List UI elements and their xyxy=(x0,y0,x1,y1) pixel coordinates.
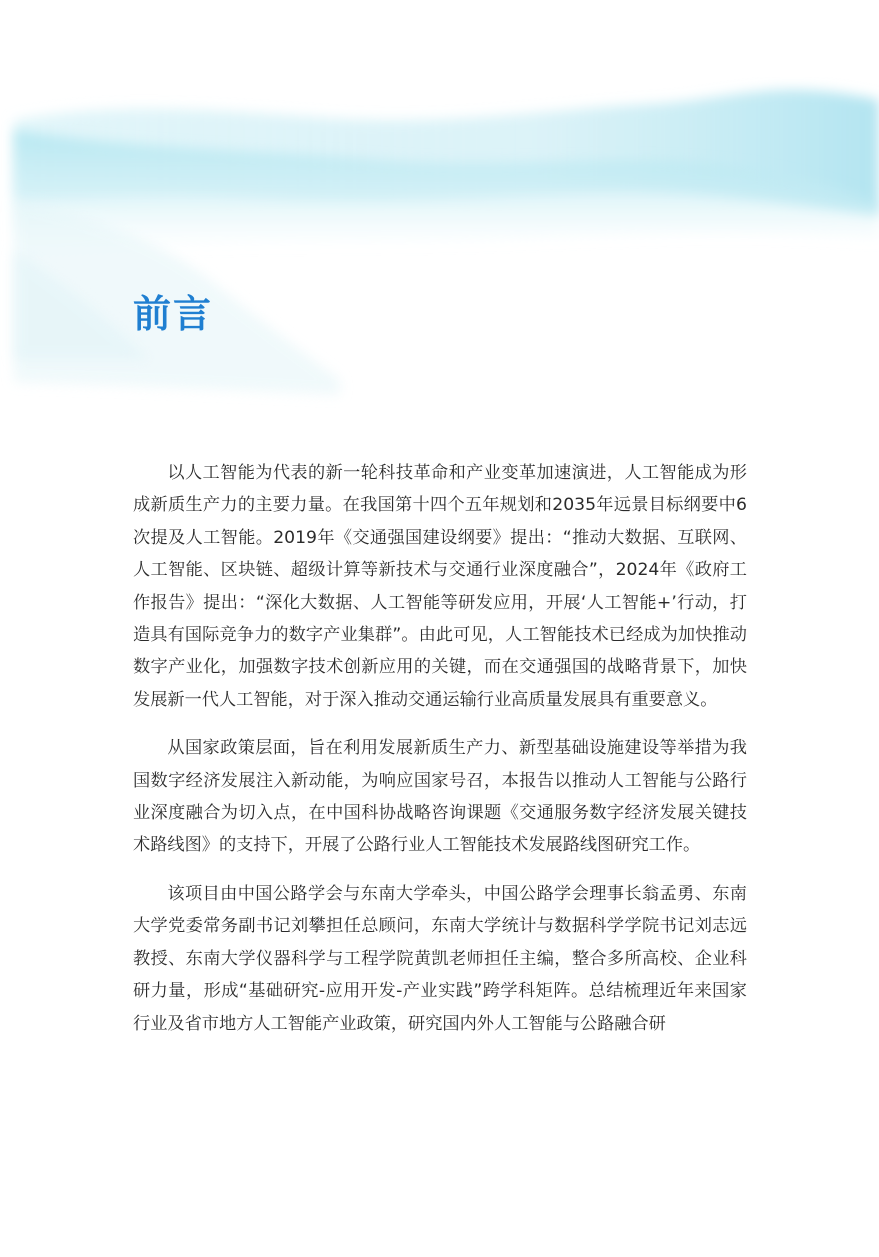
watercolor-header-background xyxy=(0,0,879,420)
body-text xyxy=(133,457,747,1056)
page-title: 前言 xyxy=(133,292,214,336)
paragraph-1: 以人工智能为代表的新一轮科技革命和产业变革加速演进，人工智能成为形成新质生产力的主要力量。在我国第十四个五年规划和2035年远景目标纲要中6次提及人工智能。2019年《交通强国建设纲要》提出：“推动大数据、互联网、人工智能、区块链、超级计算等新技术与交通行业深度融合”，2024年《政府工作报告》提出：“深化大数据、人工智能等研发应用，开展‘人工智能+’行动，打造具有国际竞争力的数字产业集群”。由此可见，人工智能技术已经成为加快推动数字产业化，加强数字技术创新应用的关键，而在交通强国的战略背景下，加快发展新一代人工智能，对于深入推动交通运输行业高质量发展具有重要意义。 xyxy=(133,463,747,710)
paragraph-2: 从国家政策层面，旨在利用发展新质生产力、新型基础设施建设等举措为我国数字经济发展注入新动能，为响应国家号召，本报告以推动人工智能与公路行业深度融合为切入点，在中国科协战略咨询课题《交通服务数字经济发展关键技术路线图》的支持下，开展了公路行业人工智能技术发展路线图研究工作。 xyxy=(133,738,747,856)
paragraph-3: 该项目由中国公路学会与东南大学牵头，中国公路学会理事长翁孟勇、东南大学党委常务副书记刘攀担任总顾问，东南大学统计与数据科学学院书记刘志远教授、东南大学仪器科学与工程学院黄凯老师担任主编，整合多所高校、企业科研力量，形成“基础研究-应用开发-产业实践”跨学科矩阵。总结梳理近年来国家行业及省市地方人工智能产业政策，研究国内外人工智能与公路融合研 xyxy=(133,883,747,1034)
